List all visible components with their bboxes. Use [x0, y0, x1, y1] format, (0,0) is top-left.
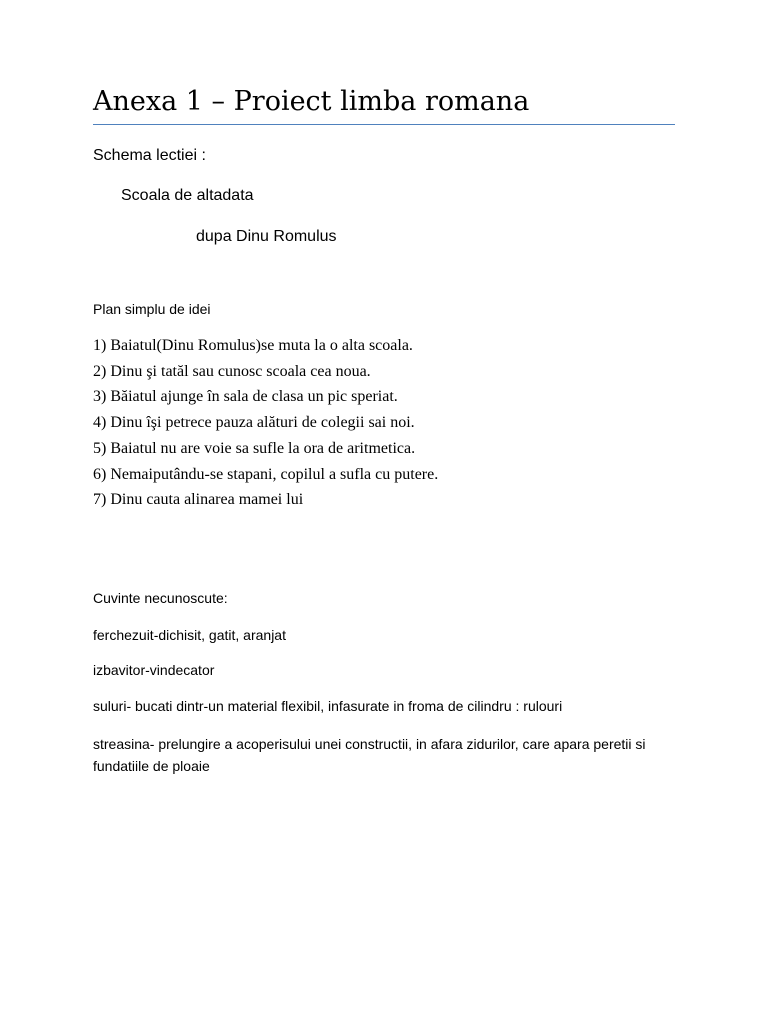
document-title: Anexa 1 – Proiect limba romana: [93, 86, 530, 117]
plan-item: 7) Dinu cauta alinarea mamei lui: [93, 491, 304, 509]
title-underline: [93, 124, 675, 125]
plan-title: Plan simplu de idei: [93, 301, 211, 317]
vocab-title: Cuvinte necunoscute:: [93, 590, 228, 606]
story-title: Scoala de altadata: [121, 187, 254, 204]
plan-item: 3) Băiatul ajunge în sala de clasa un pic speriat.: [93, 388, 398, 406]
author-line: dupa Dinu Romulus: [196, 228, 337, 245]
plan-item: 4) Dinu îşi petrece pauza alături de colegii sai noi.: [93, 414, 415, 432]
plan-list: [93, 333, 438, 513]
vocab-item: suluri- bucati dintr-un material flexibil, infasurate in froma de cilindru : rulouri: [93, 698, 563, 714]
vocab-item: ferchezuit-dichisit, gatit, aranjat: [93, 627, 286, 643]
vocab-item: streasina- prelungire a acoperisului unei constructii, in afara zidurilor, care apara peretii si fundatiile de ploaie: [93, 736, 646, 774]
plan-item: 6) Nemaiputându-se stapani, copilul a sufla cu putere.: [93, 465, 439, 483]
plan-item: 2) Dinu şi tatăl sau cunosc scoala cea noua.: [93, 362, 371, 380]
schema-label: Schema lectiei :: [93, 147, 206, 164]
plan-item: 1) Baiatul(Dinu Romulus)se muta la o alta scoala.: [93, 337, 413, 354]
vocab-item: izbavitor-vindecator: [93, 662, 215, 678]
plan-item: 5) Baiatul nu are voie sa sufle la ora de aritmetica.: [93, 439, 416, 457]
